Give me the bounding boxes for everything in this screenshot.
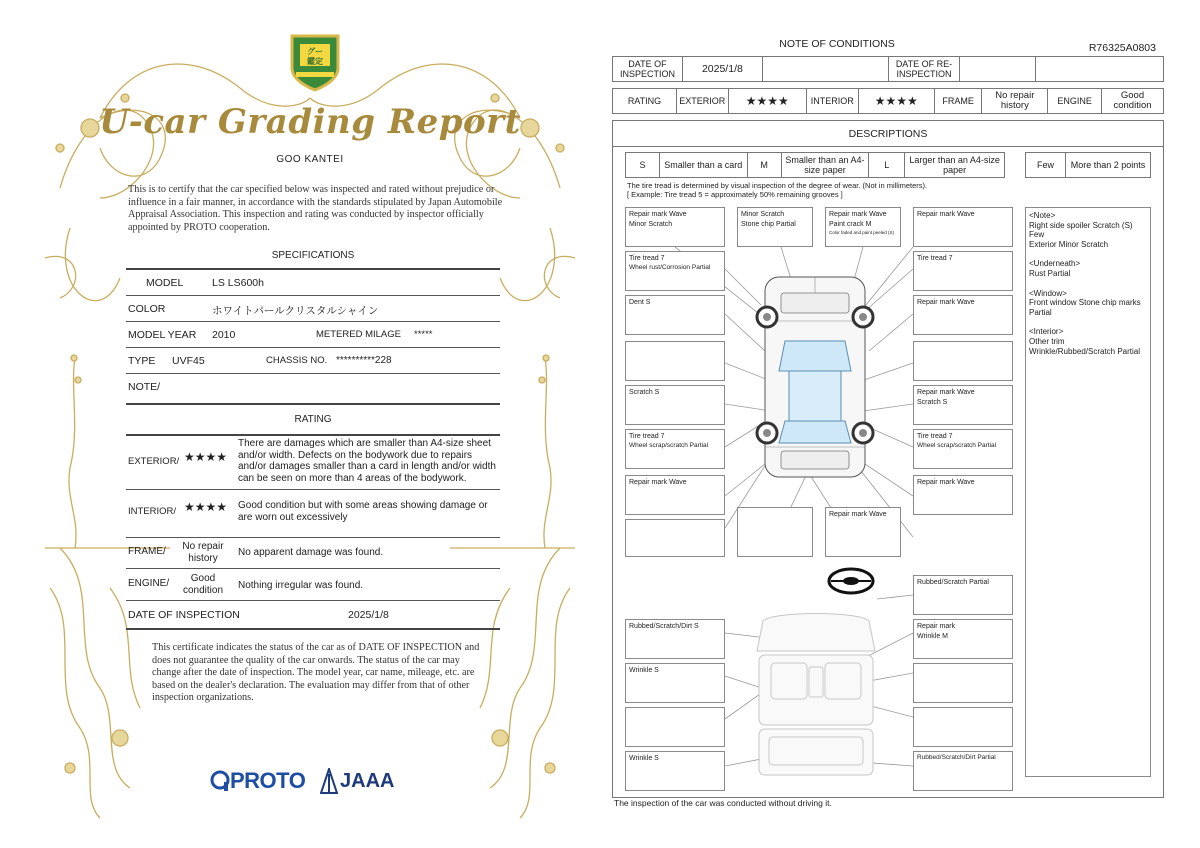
engine-value: Good condition: [1102, 89, 1164, 114]
wheel-icon: [853, 423, 873, 443]
note-text: Rubbed/Scratch/Dirt S: [629, 623, 699, 630]
engine-label: ENGINE/: [128, 578, 170, 589]
note-text: Repair mark Wave: [629, 211, 687, 218]
exterior-note-box-empty: [737, 507, 813, 557]
date-of-reinspection-label: DATE OF RE-INSPECTION: [888, 57, 960, 82]
spec-model-row: [126, 270, 500, 295]
note-text: Wheel scrap/scratch Partial: [629, 442, 709, 449]
color-value: ホワイトパールクリスタルシャイン: [212, 305, 379, 317]
certificate-subtitle: GOO KANTEI: [276, 154, 344, 165]
note-item: Exterior Minor Scratch: [1029, 239, 1109, 249]
jaaa-logo-text: JAAA: [340, 770, 395, 792]
window-section-title: <Window>: [1029, 288, 1067, 298]
note-item: Other trim Wrinkle/Rubbed/Scratch Partial: [1029, 336, 1141, 356]
spec-year-row: [126, 322, 500, 347]
exterior-note-box: [625, 207, 725, 247]
note-text: Minor Scratch: [629, 221, 673, 228]
svg-text:グー: グー: [307, 47, 323, 56]
note-item: Front window Stone chip marks Partial: [1029, 298, 1141, 317]
note-text: Repair mark Wave: [629, 479, 687, 486]
wheel-icon: [757, 423, 777, 443]
interior-stars: ★★★★: [858, 89, 934, 114]
legend-few-text: More than 2 points: [1066, 153, 1151, 178]
tread-note-line-2: [ Example: Tire tread 5 = approximately 50% remaining grooves ]: [627, 190, 843, 199]
legend-l-text: Larger than an A4-size paper: [905, 153, 1005, 178]
underneath-section-title: <Underneath>: [1029, 259, 1081, 269]
frame-value: No repair history: [182, 541, 224, 564]
note-text: Stone chip Partial: [741, 221, 796, 228]
divider: [126, 628, 500, 630]
exterior-description: There are damages which are smaller than A4-size sheet and/or width. Defects on the bodywork due to repairs and/or damages smaller than a card in length and/or width can be seen on more than 4 areas of the bodywork.: [238, 438, 496, 484]
spec-color-row: [126, 296, 500, 321]
interior-label: INTERIOR/: [128, 506, 177, 517]
blank-cell: [762, 57, 888, 82]
frame-label: FRAME: [934, 89, 981, 114]
note-text: Repair mark Wave: [829, 511, 887, 518]
note-text: Color faded and paint peeled (S): [829, 230, 895, 235]
exterior-note-box: [625, 251, 725, 291]
model-year-label: MODEL YEAR: [128, 329, 197, 341]
legend-few-label: Few: [1026, 153, 1066, 178]
interior-stars: ★★★★: [184, 500, 228, 514]
date-of-inspection-label: DATE OF INSPECTION: [613, 57, 683, 82]
note-text: Tire tread 7: [629, 255, 665, 262]
note-text: Dent S: [629, 299, 651, 306]
note-item: Rust Partial: [1029, 268, 1071, 278]
note-text: Repair mark Wave: [917, 479, 975, 486]
descriptions-panel: [612, 120, 1164, 798]
descriptions-heading: DESCRIPTIONS: [613, 121, 1163, 147]
date-of-reinspection-value: [960, 57, 1036, 82]
engine-value: Good condition: [182, 573, 224, 596]
divider: [126, 403, 500, 405]
note-text: Rubbed/Scratch/Dirt Partial: [917, 754, 996, 761]
note-text: Repair mark Wave: [917, 211, 975, 218]
type-value: UVF45: [172, 355, 205, 367]
car-top-view: [757, 277, 873, 477]
model-year-value: 2010: [212, 329, 236, 341]
engine-label: ENGINE: [1048, 89, 1102, 114]
legend-l-label: L: [869, 153, 905, 178]
interior-note-box-empty: [913, 707, 1013, 747]
exterior-note-box-empty: [625, 519, 725, 557]
exterior-note-box: [825, 207, 901, 247]
exterior-stars: ★★★★: [728, 89, 806, 114]
exterior-rating-row: [126, 436, 500, 488]
note-text: Scratch S: [629, 389, 660, 396]
note-text: Wrinkle S: [629, 667, 659, 674]
interior-rating-row: [126, 490, 500, 536]
exterior-note-box: [913, 385, 1013, 425]
note-item: Right side spoiler Scratch (S) Few: [1029, 220, 1133, 240]
color-label: COLOR: [128, 303, 166, 315]
note-text: Paint crack M: [829, 221, 872, 228]
spec-type-row: [126, 348, 500, 373]
certificate-intro: This is to certify that the car specified below was inspected and rated without prejudice or influence in a fair manner, in accordance with the standards stipulated by Japan Automobile Appraisal Association. This inspection and rating was conducted by inspector officially appointed by PROTO cooperation.: [128, 184, 503, 233]
note-text: Wheel scrap/scratch Partial: [917, 442, 997, 449]
inspection-date-label: DATE OF INSPECTION: [128, 609, 240, 621]
wheel-icon: [757, 307, 777, 327]
frame-description: No apparent damage was found.: [238, 547, 384, 558]
noc-title: NOTE OF CONDITIONS: [779, 38, 895, 50]
interior-note-box: [913, 575, 1013, 615]
inspection-date-row: [126, 602, 500, 627]
steering-wheel-icon: [829, 569, 873, 593]
interior-note-box-empty: [625, 707, 725, 747]
note-section-title: <Note>: [1029, 211, 1056, 220]
model-value: LS LS600h: [212, 277, 264, 289]
legend-m-label: M: [747, 153, 781, 178]
exterior-note-box-empty: [913, 341, 1013, 381]
interior-note-box: [625, 751, 725, 791]
inspection-dates-table: [612, 56, 1164, 82]
exterior-note-box: [625, 385, 725, 425]
frame-value: No repair history: [982, 89, 1048, 114]
legend-s-label: S: [626, 153, 660, 178]
exterior-label: EXTERIOR: [676, 89, 728, 114]
inspection-date-value: 2025/1/8: [348, 609, 389, 621]
chassis-label: CHASSIS NO.: [266, 355, 328, 366]
rating-label: RATING: [613, 89, 677, 114]
certificate-title: U-car Grading Report: [99, 102, 521, 142]
proto-logo-icon: [210, 770, 230, 792]
car-interior-view: [757, 614, 875, 776]
tread-note-line-1: The tire tread is determined by visual inspection of the degree of wear. (Not in millimeters).: [627, 181, 928, 190]
note-text: Wheel rust/Corrosion Partial: [629, 264, 711, 271]
date-of-inspection-value: 2025/1/8: [682, 57, 762, 82]
exterior-note-box: [913, 251, 1013, 291]
interior-note-box: [913, 751, 1013, 791]
note-text: Wrinkle S: [629, 755, 659, 762]
note-of-conditions: [612, 34, 1164, 810]
grading-certificate: [40, 28, 580, 828]
interior-note-box-empty: [913, 663, 1013, 703]
metered-milage-value: *****: [414, 329, 433, 340]
exterior-stars: ★★★★: [184, 450, 228, 464]
jaaa-logo-icon: [320, 768, 338, 794]
type-label: TYPE: [128, 355, 156, 367]
exterior-note-box: [913, 475, 1013, 515]
inspection-disclaimer: The inspection of the car was conducted without driving it.: [614, 798, 832, 808]
exterior-note-box: [825, 507, 901, 557]
certificate-disclaimer: This certificate indicates the status of the car as of DATE OF INSPECTION and does not guarantee the quality of the car onwards. The status of the car may change after the date of inspection. The model year, car name, mileage, etc. are based on the dealer's declaration. The evaluation may differ from that of other inspection organizations.: [152, 642, 480, 703]
note-text: Repair mark Wave: [917, 299, 975, 306]
logos: [210, 766, 430, 796]
legend-s-text: Smaller than a card: [659, 153, 747, 178]
note-text: Repair mark Wave: [917, 389, 975, 396]
spec-note-row: [126, 374, 500, 399]
note-text: Tire tread 7: [917, 433, 953, 440]
engine-description: Nothing irregular was found.: [238, 580, 364, 591]
exterior-note-box: [913, 207, 1013, 247]
interior-note-box: [625, 663, 725, 703]
exterior-note-box: [913, 295, 1013, 335]
exterior-note-box: [625, 295, 725, 335]
legend-m-text: Smaller than an A4-size paper: [781, 153, 869, 178]
exterior-note-box: [625, 429, 725, 469]
engine-rating-row: [126, 569, 500, 599]
note-text: Repair mark Wave: [829, 211, 887, 218]
exterior-note-box-empty: [625, 341, 725, 381]
chassis-value: **********228: [336, 355, 392, 366]
wheel-icon: [853, 307, 873, 327]
svg-text:鑑定: 鑑定: [307, 57, 323, 66]
blank-cell: [1036, 57, 1164, 82]
note-text: Tire tread 7: [629, 433, 665, 440]
interior-note-box: [913, 619, 1013, 659]
rating-heading: RATING: [294, 414, 332, 425]
notes-panel: [1025, 207, 1151, 777]
note-text: Tire tread 7: [917, 255, 953, 262]
exterior-note-box: [737, 207, 813, 247]
interior-section-title: <Interior>: [1029, 327, 1064, 337]
interior-description: Good condition but with some areas showing damage or are worn out excessively: [238, 500, 488, 523]
frame-label: FRAME/: [128, 546, 166, 557]
note-text: Minor Scratch: [741, 211, 785, 218]
specifications-heading: SPECIFICATIONS: [271, 250, 355, 261]
frame-rating-row: [126, 538, 500, 568]
goo-kantei-badge-logo: [288, 32, 342, 92]
noc-reference-id: R76325A0803: [1088, 42, 1156, 54]
note-text: Scratch S: [917, 399, 948, 406]
exterior-label: EXTERIOR/: [128, 456, 180, 467]
model-label: MODEL: [146, 277, 184, 289]
note-label: NOTE/: [128, 381, 161, 393]
exterior-note-box: [625, 475, 725, 515]
exterior-note-box: [913, 429, 1013, 469]
note-text: Repair mark: [917, 623, 956, 630]
proto-logo-text: PROTO: [230, 768, 306, 793]
divider: [126, 600, 500, 601]
note-text: Rubbed/Scratch Partial: [917, 579, 989, 586]
gold-floral-border: [40, 28, 580, 828]
note-text: Wrinkle M: [917, 633, 948, 640]
metered-milage-label: METERED MILAGE: [316, 329, 401, 340]
interior-note-box: [625, 619, 725, 659]
rating-table: [612, 88, 1164, 114]
interior-label: INTERIOR: [806, 89, 858, 114]
